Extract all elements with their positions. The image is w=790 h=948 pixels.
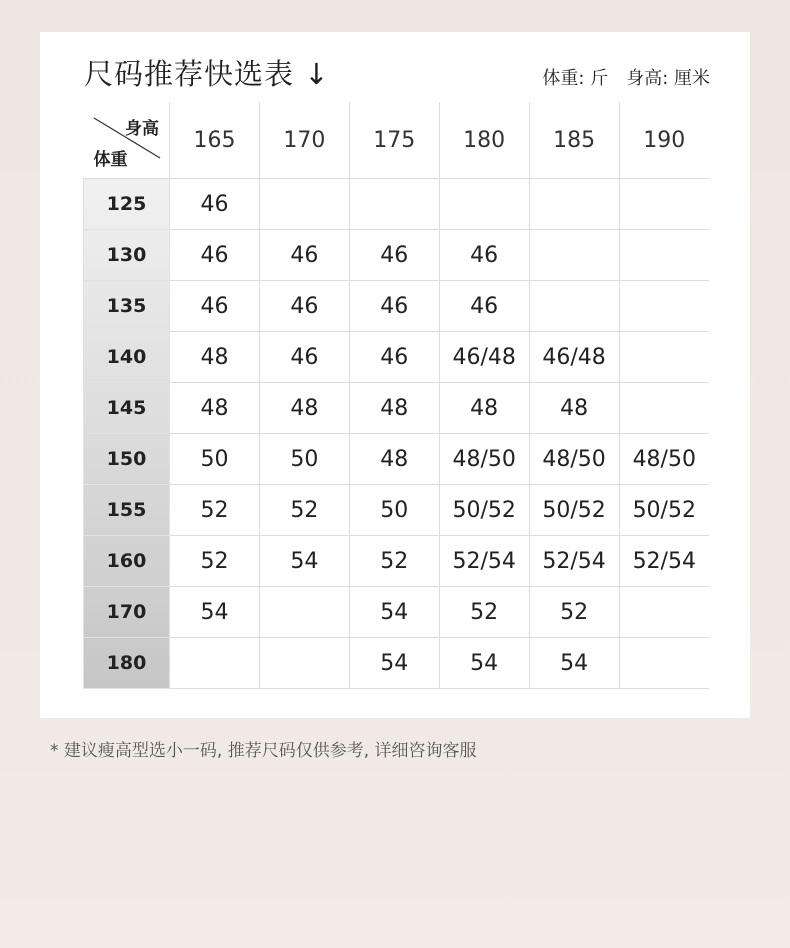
size-cell: 52 <box>439 587 529 638</box>
size-cell: 46 <box>439 281 529 332</box>
weight-row-header: 150 <box>84 434 170 485</box>
height-column-header: 175 <box>349 102 439 179</box>
table-row <box>84 383 710 434</box>
size-cell: 48 <box>170 383 260 434</box>
weight-row-header: 135 <box>84 281 170 332</box>
size-cell: 52 <box>529 587 619 638</box>
size-cell: 54 <box>170 587 260 638</box>
size-cell <box>529 179 619 230</box>
size-cell: 54 <box>529 638 619 689</box>
size-cell <box>619 638 709 689</box>
size-cell: 50/52 <box>439 485 529 536</box>
table-row <box>84 587 710 638</box>
size-cell: 52 <box>259 485 349 536</box>
height-axis-label: 身高 <box>125 119 159 139</box>
table-row <box>84 179 710 230</box>
size-cell: 54 <box>349 587 439 638</box>
height-column-header: 170 <box>259 102 349 179</box>
size-chart-card <box>40 32 750 718</box>
size-cell <box>349 179 439 230</box>
corner-header <box>84 102 170 179</box>
table-row <box>84 230 710 281</box>
table-row <box>84 281 710 332</box>
size-cell: 46 <box>170 230 260 281</box>
size-cell: 46 <box>349 230 439 281</box>
size-cell <box>439 179 529 230</box>
table-row <box>84 485 710 536</box>
size-cell <box>619 281 709 332</box>
size-cell: 48 <box>259 383 349 434</box>
size-cell <box>619 383 709 434</box>
size-table <box>83 102 709 689</box>
table-row <box>84 638 710 689</box>
units-legend <box>542 64 710 90</box>
size-cell: 48/50 <box>439 434 529 485</box>
size-cell: 46 <box>349 281 439 332</box>
weight-row-header: 125 <box>84 179 170 230</box>
size-cell: 50/52 <box>619 485 709 536</box>
size-cell <box>259 179 349 230</box>
size-cell: 54 <box>349 638 439 689</box>
size-cell: 50/52 <box>529 485 619 536</box>
weight-row-header: 170 <box>84 587 170 638</box>
size-cell: 46 <box>349 332 439 383</box>
size-cell: 46/48 <box>529 332 619 383</box>
size-cell <box>170 638 260 689</box>
size-cell: 46 <box>439 230 529 281</box>
size-cell: 46 <box>259 281 349 332</box>
size-cell <box>619 587 709 638</box>
weight-row-header: 145 <box>84 383 170 434</box>
size-cell: 52 <box>170 485 260 536</box>
size-cell: 48 <box>170 332 260 383</box>
size-cell <box>619 179 709 230</box>
size-cell: 46/48 <box>439 332 529 383</box>
height-unit-label: 身高: 厘米 <box>626 68 710 89</box>
size-cell: 54 <box>439 638 529 689</box>
height-column-header: 185 <box>529 102 619 179</box>
size-cell: 46 <box>259 230 349 281</box>
weight-row-header: 140 <box>84 332 170 383</box>
weight-row-header: 155 <box>84 485 170 536</box>
footnote: * 建议瘦高型选小一码, 推荐尺码仅供参考, 详细咨询客服 <box>50 741 477 761</box>
size-cell <box>529 230 619 281</box>
size-cell: 50 <box>170 434 260 485</box>
size-cell: 46 <box>259 332 349 383</box>
size-cell: 48 <box>349 383 439 434</box>
page-title: 尺码推荐快选表 ↓ <box>84 57 330 91</box>
weight-row-header: 180 <box>84 638 170 689</box>
size-cell: 48/50 <box>529 434 619 485</box>
size-cell: 48 <box>529 383 619 434</box>
table-row <box>84 332 710 383</box>
size-cell: 50 <box>259 434 349 485</box>
weight-axis-label: 体重 <box>93 150 128 170</box>
size-cell <box>259 587 349 638</box>
size-cell: 52 <box>349 536 439 587</box>
table-row <box>84 434 710 485</box>
size-cell: 52/54 <box>529 536 619 587</box>
size-cell: 48 <box>439 383 529 434</box>
size-cell: 52/54 <box>439 536 529 587</box>
size-cell: 46 <box>170 281 260 332</box>
weight-unit-label: 体重: 斤 <box>542 68 609 89</box>
size-cell: 54 <box>259 536 349 587</box>
header-row <box>84 102 710 179</box>
height-column-header: 180 <box>439 102 529 179</box>
size-cell <box>259 638 349 689</box>
height-column-header: 190 <box>619 102 709 179</box>
weight-row-header: 130 <box>84 230 170 281</box>
size-cell <box>619 332 709 383</box>
size-cell: 52 <box>170 536 260 587</box>
weight-row-header: 160 <box>84 536 170 587</box>
size-cell: 48/50 <box>619 434 709 485</box>
size-cell: 48 <box>349 434 439 485</box>
size-cell: 50 <box>349 485 439 536</box>
table-row <box>84 536 710 587</box>
size-cell <box>619 230 709 281</box>
size-cell <box>529 281 619 332</box>
size-cell: 46 <box>170 179 260 230</box>
size-cell: 52/54 <box>619 536 709 587</box>
height-column-header: 165 <box>170 102 260 179</box>
